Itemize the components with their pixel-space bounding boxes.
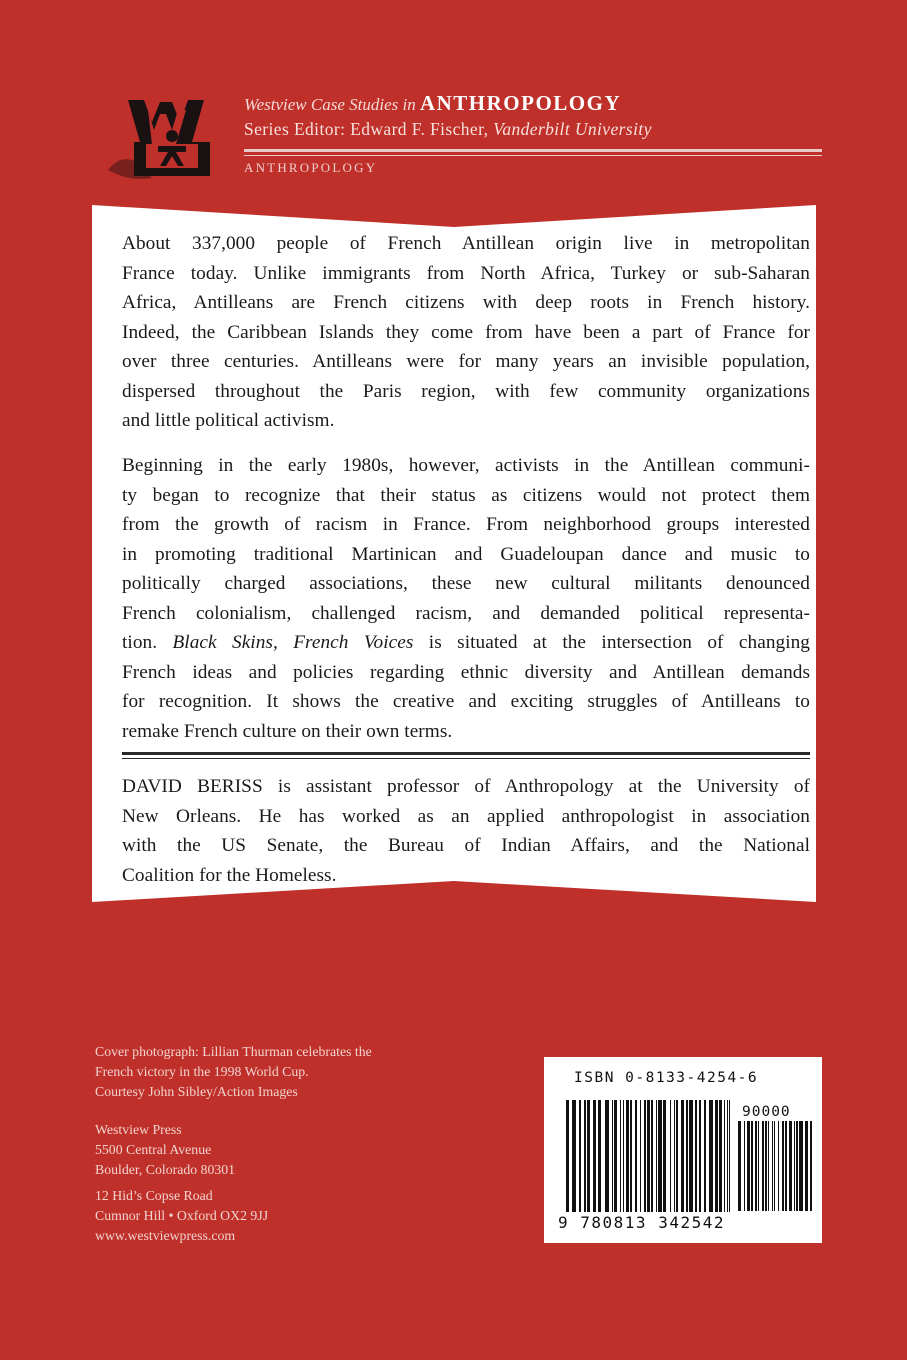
ean-barcode-icon (566, 1100, 730, 1212)
text-line: Indeed, the Caribbean Islands they come from have been a part of France for (122, 321, 810, 343)
barcode-bar (774, 1121, 775, 1211)
westview-logo-icon (100, 92, 222, 184)
address-line: Cumnor Hill • Oxford OX2 9JJ (95, 1208, 269, 1223)
barcode-bar (566, 1100, 569, 1212)
barcode-bar (670, 1100, 671, 1212)
barcode-bar (658, 1100, 662, 1212)
text-line: and little political activism. (122, 410, 335, 431)
barcode-bar (805, 1121, 808, 1211)
barcode-bar (614, 1100, 617, 1212)
address-line: Boulder, Colorado 80301 (95, 1162, 236, 1177)
text-line: from the growth of racism in France. From neighborhood groups interested (122, 514, 810, 535)
text-line: Africa, Antilleans are French citizens with deep roots in French history. (122, 292, 810, 313)
barcode-bar (715, 1100, 718, 1212)
barcode-bar (778, 1121, 779, 1211)
text-line: French colonialism, challenged racism, and demanded political representa- (122, 602, 810, 624)
barcode-bar (794, 1121, 795, 1211)
barcode-bar (584, 1100, 586, 1212)
barcode-bar (796, 1121, 798, 1211)
addon-barcode-icon (738, 1121, 812, 1233)
text-line: remake French culture on their own terms. (122, 720, 453, 742)
address-line: 12 Hid’s Copse Road (95, 1188, 213, 1203)
category-label: ANTHROPOLOGY (244, 160, 378, 175)
series-title (244, 91, 621, 116)
credit-line: Cover photograph: Lillian Thurman celebrates the (95, 1044, 372, 1059)
header-rule-thin (244, 155, 822, 156)
text-line: for recognition. It shows the creative and exciting struggles of Antilleans to (122, 691, 810, 712)
barcode-bar (579, 1100, 581, 1212)
title-line-suffix: is situated at the intersection of changing (413, 632, 810, 653)
header-rule (244, 149, 822, 152)
text-line: French ideas and policies regarding ethnic diversity and Antillean demands (122, 661, 810, 683)
text-line: politically charged associations, these new cultural militants denounced (122, 573, 810, 594)
series-editor (244, 119, 652, 140)
barcode-bar (758, 1121, 759, 1211)
barcode-bar (724, 1100, 725, 1212)
barcode-bar (620, 1100, 621, 1212)
barcode-bar (762, 1121, 764, 1211)
barcode-bar (656, 1100, 657, 1212)
barcode-bar (598, 1100, 601, 1212)
description-paragraph-1 (122, 229, 810, 436)
barcode-bar (630, 1100, 632, 1212)
author-bio (122, 772, 810, 890)
barcode-bar (587, 1100, 590, 1212)
series-editor-university: Vanderbilt University (493, 119, 652, 139)
barcode-bar (676, 1100, 678, 1212)
address-line: 5500 Central Avenue (95, 1142, 212, 1157)
barcode-bar (689, 1100, 693, 1212)
barcode-bar (626, 1100, 629, 1212)
barcode-bar (751, 1121, 753, 1211)
barcode-bar (605, 1100, 609, 1212)
series-name: ANTHROPOLOGY (419, 91, 622, 115)
barcode-bar (789, 1121, 792, 1211)
barcode-bar (744, 1121, 745, 1211)
barcode-bar (612, 1100, 613, 1212)
barcode-bar (768, 1121, 769, 1211)
bio-divider (122, 752, 810, 755)
website-url: www.westviewpress.com (95, 1228, 236, 1243)
barcode-bar (572, 1100, 576, 1212)
text-line: in promoting traditional Martinican and Guadeloupan dance and music to (122, 543, 810, 565)
ean-digits: 9 780813 342542 (558, 1213, 725, 1232)
series-editor-name: Series Editor: Edward F. Fischer, (244, 119, 494, 139)
barcode-bar (663, 1100, 666, 1212)
price-code: 90000 (742, 1104, 791, 1120)
text-line: Beginning in the early 1980s, however, activists in the Antillean communi- (122, 455, 810, 476)
credit-line: French victory in the 1998 World Cup. (95, 1064, 309, 1079)
barcode-bar (782, 1121, 784, 1211)
barcode-bar (651, 1100, 653, 1212)
title-line-prefix: tion. (122, 632, 173, 653)
barcode-bar (738, 1121, 741, 1211)
barcode-bar (727, 1100, 728, 1212)
text-line: dispersed throughout the Paris region, with few community organizations (122, 380, 810, 402)
barcode-bar (623, 1100, 624, 1212)
barcode-bar (695, 1100, 697, 1212)
credit-line: Courtesy John Sibley/Action Images (95, 1084, 298, 1099)
text-line: DAVID BERISS is assistant professor of Anthropology at the University of (122, 776, 810, 797)
barcode-bar (772, 1121, 773, 1211)
text-line: over three centuries. Antilleans were for many years an invisible population, (122, 351, 810, 372)
bio-divider-thin (122, 758, 810, 759)
barcode-bar (593, 1100, 596, 1212)
barcode-bar (709, 1100, 713, 1212)
barcode-bar (674, 1100, 675, 1212)
barcode-bar (719, 1100, 722, 1212)
barcode-bar (640, 1100, 641, 1212)
text-line: with the US Senate, the Bureau of Indian Affairs, and the National (122, 835, 810, 856)
text-line: Coalition for the Homeless. (122, 864, 337, 886)
barcode-bar (635, 1100, 637, 1212)
barcode-bar (810, 1121, 812, 1211)
barcode-bar (747, 1121, 750, 1211)
description-paragraph-2 (122, 451, 810, 746)
publisher-address (95, 1120, 235, 1180)
isbn-number: ISBN 0-8133-4254-6 (574, 1070, 759, 1086)
barcode-bar (686, 1100, 688, 1212)
text-line: New Orleans. He has worked as an applied anthropologist in association (122, 805, 810, 827)
barcode-bar (704, 1100, 706, 1212)
text-line: France today. Unlike immigrants from North Africa, Turkey or sub-Saharan (122, 262, 810, 284)
barcode-bar (647, 1100, 650, 1212)
photo-credit (95, 1042, 372, 1102)
barcode-bar (699, 1100, 701, 1212)
book-title: Black Skins, French Voices (172, 632, 414, 653)
barcode-bar (644, 1100, 646, 1212)
uk-office-address (95, 1186, 268, 1246)
text-line: About 337,000 people of French Antillean origin live in metropolitan (122, 233, 810, 254)
address-line: Westview Press (95, 1122, 182, 1137)
text-line-with-book-title (122, 628, 810, 658)
barcode-bar (681, 1100, 684, 1212)
barcode-bar (755, 1121, 757, 1211)
barcode-bar (765, 1121, 767, 1211)
barcode-bar (785, 1121, 787, 1211)
barcode-bar (729, 1100, 730, 1212)
text-line: ty began to recognize that their status as citizens would not protect them (122, 484, 810, 506)
series-prefix: Westview Case Studies in (244, 95, 420, 114)
barcode-bar (799, 1121, 803, 1211)
